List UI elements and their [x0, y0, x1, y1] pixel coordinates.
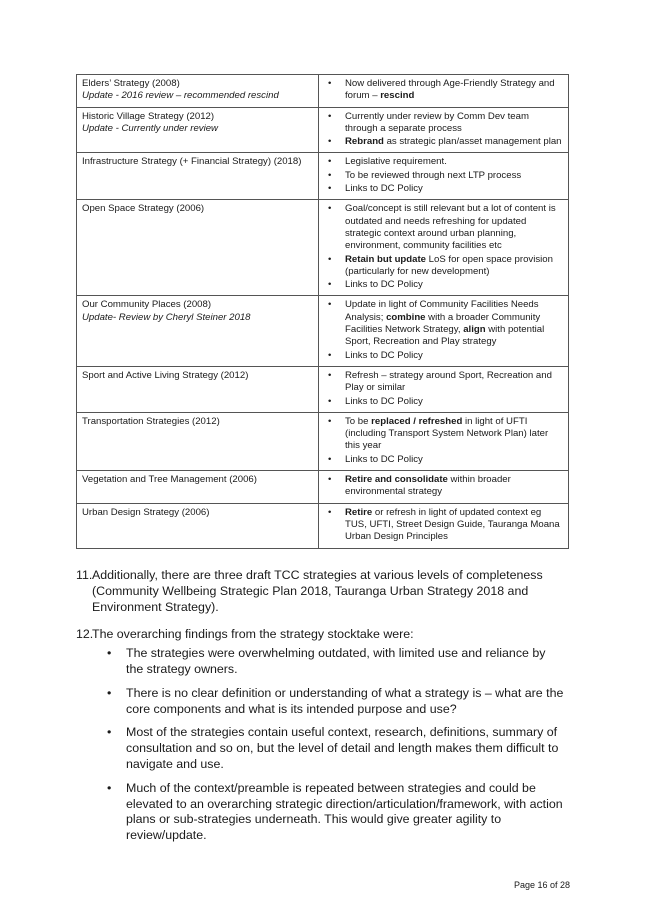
- item-text: Now delivered through Age-Friendly Strategy and forum –: [345, 78, 555, 102]
- recommendation-cell: [319, 296, 569, 366]
- table-row: [77, 471, 569, 504]
- recommendation-list: [322, 111, 562, 149]
- bullet-icon: •: [328, 369, 332, 381]
- emphasis-text: rescind: [380, 90, 415, 102]
- recommendation-list: [322, 78, 562, 103]
- bullet-icon: •: [328, 110, 332, 122]
- strategy-name-cell: [77, 296, 319, 366]
- strategy-name: Historic Village Strategy (2012): [82, 110, 215, 122]
- item-text: LoS for open space provision (particularly for new development): [345, 253, 553, 277]
- bullet-icon: •: [328, 349, 332, 361]
- strategy-name-cell: [77, 153, 319, 200]
- recommendation-cell: [319, 471, 569, 504]
- finding-text: Much of the context/preamble is repeated between strategies and could be elevated to an overarching strategic direction/articulation/framework, with action plans or sub-strategies underneath. This would give greater agility to review/update.: [126, 780, 563, 843]
- bullet-icon: •: [328, 183, 332, 195]
- item-text: Update in light of Community Facilities Needs Analysis;: [345, 299, 539, 323]
- item-text: Goal/concept is still relevant but a lot of content is outdated and needs refreshing for updated strategic context around urban planning, environment, community facilities etc: [345, 203, 556, 252]
- strategy-name: Urban Design Strategy (2006): [82, 506, 210, 518]
- recommendation-cell: [319, 412, 569, 470]
- finding-text: Most of the strategies contain useful context, research, definitions, summary of consultation and so on, but the level of detail and length makes them difficult to navigate and use.: [126, 725, 559, 771]
- recommendation-cell: [319, 75, 569, 108]
- emphasis-text: replaced / refreshed: [371, 415, 463, 427]
- bullet-icon: •: [328, 78, 332, 89]
- finding-text: There is no clear definition or understanding of what a strategy is – what are the core components and what is its intended purpose and use?: [126, 685, 564, 716]
- strategy-table-body: [77, 75, 569, 549]
- page-number: Page 16 of 28: [513, 880, 570, 890]
- strategy-name: Infrastructure Strategy (+ Financial Strategy) (2018): [82, 156, 302, 168]
- table-row: [77, 200, 569, 296]
- recommendation-cell: [319, 153, 569, 200]
- strategy-name: Elders’ Strategy (2008): [82, 78, 180, 89]
- item-text: To be: [345, 415, 372, 427]
- strategy-name-cell: [77, 200, 319, 296]
- item-text: or refresh in light of updated context eg TUS, UFTI, Street Design Guide, Tauranga Moana Urban Design Principles: [345, 506, 560, 543]
- table-row: [77, 75, 569, 108]
- bullet-icon: •: [328, 395, 332, 407]
- recommendation-list: [322, 203, 562, 291]
- recommendation-item: [322, 474, 562, 499]
- item-text: Links to DC Policy: [345, 279, 423, 291]
- bullet-icon: •: [328, 169, 332, 181]
- item-text: with potential Sport, Recreation and Play strategy: [345, 324, 545, 348]
- item-text: Refresh – strategy around Sport, Recreation and Play or similar: [345, 369, 552, 394]
- finding-item: [92, 781, 564, 844]
- recommendation-item: [322, 416, 562, 453]
- item-text: as strategic plan/asset management plan: [383, 136, 562, 148]
- bullet-icon: •: [328, 299, 332, 311]
- item-text: Links to DC Policy: [345, 453, 423, 465]
- recommendation-item: [322, 254, 562, 279]
- item-text: with a broader Community Facilities Network Strategy,: [345, 311, 541, 336]
- recommendation-item: [322, 279, 562, 291]
- bullet-icon: •: [328, 453, 332, 465]
- emphasis-text: Retire: [345, 506, 373, 518]
- recommendation-item: [322, 396, 562, 408]
- item-text: Legislative requirement.: [345, 156, 447, 168]
- recommendation-item: [322, 111, 562, 136]
- item-text: To be reviewed through next LTP process: [345, 169, 522, 181]
- strategy-name-cell: [77, 471, 319, 504]
- bullet-icon: •: [328, 279, 332, 291]
- paragraph-number: 12.: [76, 627, 94, 642]
- bullet-icon: •: [328, 415, 332, 427]
- finding-item: [92, 646, 564, 678]
- bullet-icon: •: [328, 253, 332, 265]
- strategy-name-cell: [77, 75, 319, 108]
- recommendation-item: [322, 299, 562, 348]
- item-text: Currently under review by Comm Dev team through a separate process: [345, 110, 529, 134]
- strategy-note: Update- Review by Cheryl Steiner 2018: [82, 311, 251, 323]
- strategy-note: Update - Currently under review: [82, 122, 218, 134]
- bullet-icon: •: [328, 203, 332, 215]
- table-row: [77, 107, 569, 153]
- table-row: [77, 153, 569, 200]
- body-paragraphs: [76, 568, 564, 856]
- strategy-name-cell: [77, 412, 319, 470]
- recommendation-item: [322, 454, 562, 466]
- paragraph-12: [76, 627, 564, 844]
- recommendation-item: [322, 170, 562, 182]
- recommendation-item: [322, 370, 562, 395]
- emphasis-text: combine: [386, 311, 426, 323]
- item-text: Links to DC Policy: [345, 349, 423, 361]
- strategy-name-cell: [77, 107, 319, 153]
- strategy-name: Sport and Active Living Strategy (2012): [82, 369, 249, 381]
- finding-item: [92, 686, 564, 718]
- recommendation-cell: [319, 107, 569, 153]
- emphasis-text: align: [463, 324, 486, 336]
- bullet-icon: •: [328, 156, 332, 168]
- item-text: Links to DC Policy: [345, 395, 423, 407]
- recommendation-item: [322, 136, 562, 148]
- table-row: [77, 366, 569, 412]
- paragraph-text: Additionally, there are three draft TCC strategies at various levels of completeness (Community Wellbeing Strategic Plan 2018, Tauranga Urban Strategy 2018 and Environment Strategy).: [92, 568, 543, 614]
- recommendation-list: [322, 474, 562, 499]
- recommendation-cell: [319, 503, 569, 548]
- strategy-name-cell: [77, 503, 319, 548]
- item-text: within broader environmental strategy: [345, 474, 511, 498]
- bullet-icon: •: [107, 685, 112, 700]
- emphasis-text: Retire and consolidate: [345, 474, 448, 486]
- finding-text: The strategies were overwhelming outdated, with limited use and reliance by the strategy owners.: [126, 646, 546, 676]
- strategy-name: Our Community Places (2008): [82, 299, 212, 311]
- bullet-icon: •: [328, 506, 332, 518]
- strategy-name: Vegetation and Tree Management (2006): [82, 474, 257, 486]
- paragraph-11: [76, 568, 564, 615]
- recommendation-list: [322, 507, 562, 544]
- recommendation-cell: [319, 366, 569, 412]
- emphasis-text: Retain but update: [345, 253, 427, 265]
- strategy-note: Update - 2016 review – recommended rescind: [82, 90, 279, 102]
- bullet-icon: •: [107, 780, 112, 795]
- bullet-icon: •: [328, 474, 332, 486]
- recommendation-list: [322, 156, 562, 195]
- paragraph-text: The overarching findings from the strategy stocktake were:: [92, 627, 414, 642]
- paragraph-number: 11.: [76, 568, 93, 582]
- bullet-icon: •: [107, 646, 112, 661]
- recommendation-item: [322, 350, 562, 362]
- findings-list: [92, 646, 564, 844]
- table-row: [77, 412, 569, 470]
- strategy-name: Open Space Strategy (2006): [82, 203, 205, 215]
- recommendation-list: [322, 416, 562, 466]
- emphasis-text: Rebrand: [345, 136, 384, 148]
- strategy-table: [76, 74, 569, 549]
- recommendation-list: [322, 370, 562, 408]
- recommendation-item: [322, 203, 562, 252]
- recommendation-item: [322, 507, 562, 544]
- table-row: [77, 296, 569, 366]
- bullet-icon: •: [328, 136, 332, 148]
- strategy-name-cell: [77, 366, 319, 412]
- item-text: in light of UFTI (including Transport System Network Plan) later this year: [345, 415, 549, 452]
- recommendation-cell: [319, 200, 569, 296]
- recommendation-list: [322, 299, 562, 361]
- finding-item: [92, 725, 564, 772]
- table-row: [77, 503, 569, 548]
- recommendation-item: [322, 183, 562, 195]
- strategy-name: Transportation Strategies (2012): [82, 415, 220, 427]
- recommendation-item: [322, 156, 562, 168]
- recommendation-item: [322, 78, 562, 103]
- bullet-icon: •: [107, 725, 112, 740]
- item-text: Links to DC Policy: [345, 183, 423, 195]
